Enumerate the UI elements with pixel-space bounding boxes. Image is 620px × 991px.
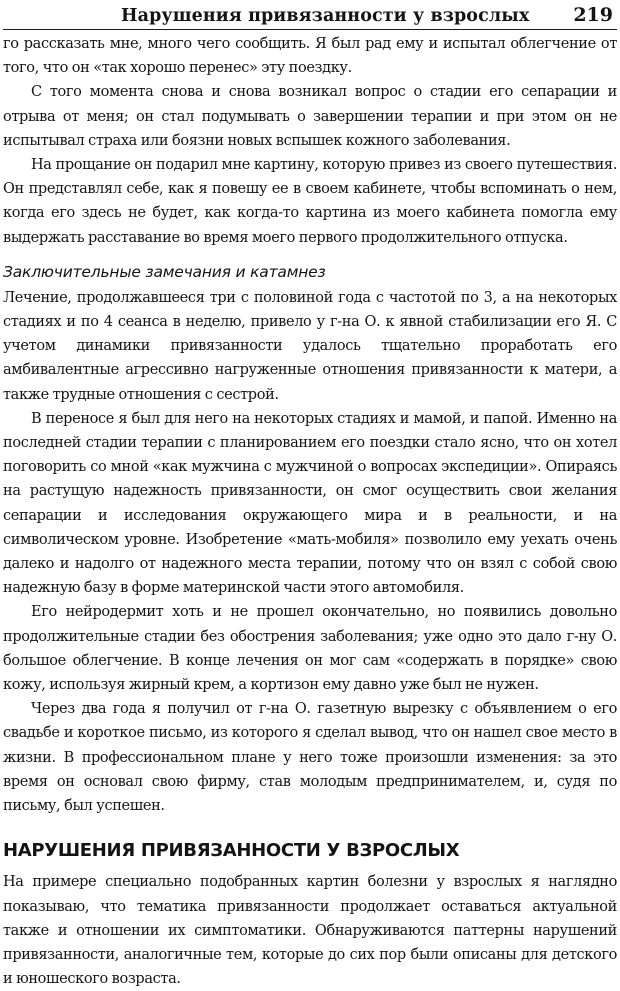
body-paragraph: Лечение, продолжавшееся три с половиной года с частотой по 3, а на некоторых стадиях и по 4 сеанса в неделю, привело у г-на О. к явной стабилизации его Я. С учетом динамики привязанности удалось тщательно проработать его амбивалентные агрессивно нагруженные отношения привязанности к матери, а также трудные отношения с сестрой. xyxy=(3,289,617,403)
section-heading: НАРУШЕНИЯ ПРИВЯЗАННОСТИ У ВЗРОСЛЫХ xyxy=(3,840,460,862)
body-paragraph: В переносе я был для него на некоторых стадиях и мамой, и папой. Именно на последней стадии терапии с планированием его поездки стало ясно, что он хотел поговорить со мной «как мужчина с мужчиной о вопросах экспедиции». Опираясь на растущую надежность привязанности, он смог осуществить свои желания сепарации и исследования окружающего мира и в реальности, и на символическом уровне. Изобретение «мать-мобиля» позволило ему уехать очень далеко и надолго от надежного места терапии, потому что он взял с собой свою надежную базу в форме материнской части этого автомобиля. xyxy=(3,410,617,597)
body-paragraph: Его нейродермит хоть и не прошел окончательно, но появились довольно продолжительные стадии без обострения заболевания; уже одно это дало г-ну О. большое облегчение. В конце лечения он мог сам «содержать в порядке» свою кожу, используя жирный крем, а кортизон ему давно уже был не нужен. xyxy=(3,604,617,694)
body-paragraph: Через два года я получил от г-на О. газетную вырезку с объявлением о его свадьбе и короткое письмо, из которого я сделал вывод, что он нашел свое место в жизни. В профессиональном плане у него тоже произошли изменения: за это время он основал свою фирму, став молодым предпринимателем, и, судя по письму, был успешен. xyxy=(3,701,617,815)
body-paragraph: С того момента снова и снова возникал вопрос о стадии его сепарации и отрыва от меня; он стал подумывать о завершении терапии и при этом он не испытывал страха или боязни новых вспышек кожного заболевания. xyxy=(3,84,617,149)
body-paragraph: На прощание он подарил мне картину, которую привез из своего путешествия. Он представлял себе, как я повешу ее в своем кабинете, чтобы вспоминать о нем, когда его здесь не будет, как когда-то картина из моего кабинета помогла ему выдержать расставание во время моего первого продолжительного отпуска. xyxy=(3,157,617,246)
running-title: Нарушения привязанности у взрослых xyxy=(121,6,530,26)
continued-paragraph: го рассказать мне, много чего сообщить. Я был рад ему и испытал облегчение от того, что он «так хорошо перенес» эту поездку. xyxy=(3,36,617,77)
subsection-heading: Заключительные замечания и катамнез xyxy=(3,262,326,281)
body-paragraph: На примере специально подобранных картин болезни у взрослых я наглядно показываю, что тематика привязанности продолжает оставаться актуальной также и отношении их симптоматики. Обнаруживаются паттерны нарушений привязанности, аналогичные тем, которые до сих пор были описаны для детского и юношеского возраста. xyxy=(3,874,617,988)
running-header xyxy=(3,0,617,30)
page-number: 219 xyxy=(573,4,613,26)
